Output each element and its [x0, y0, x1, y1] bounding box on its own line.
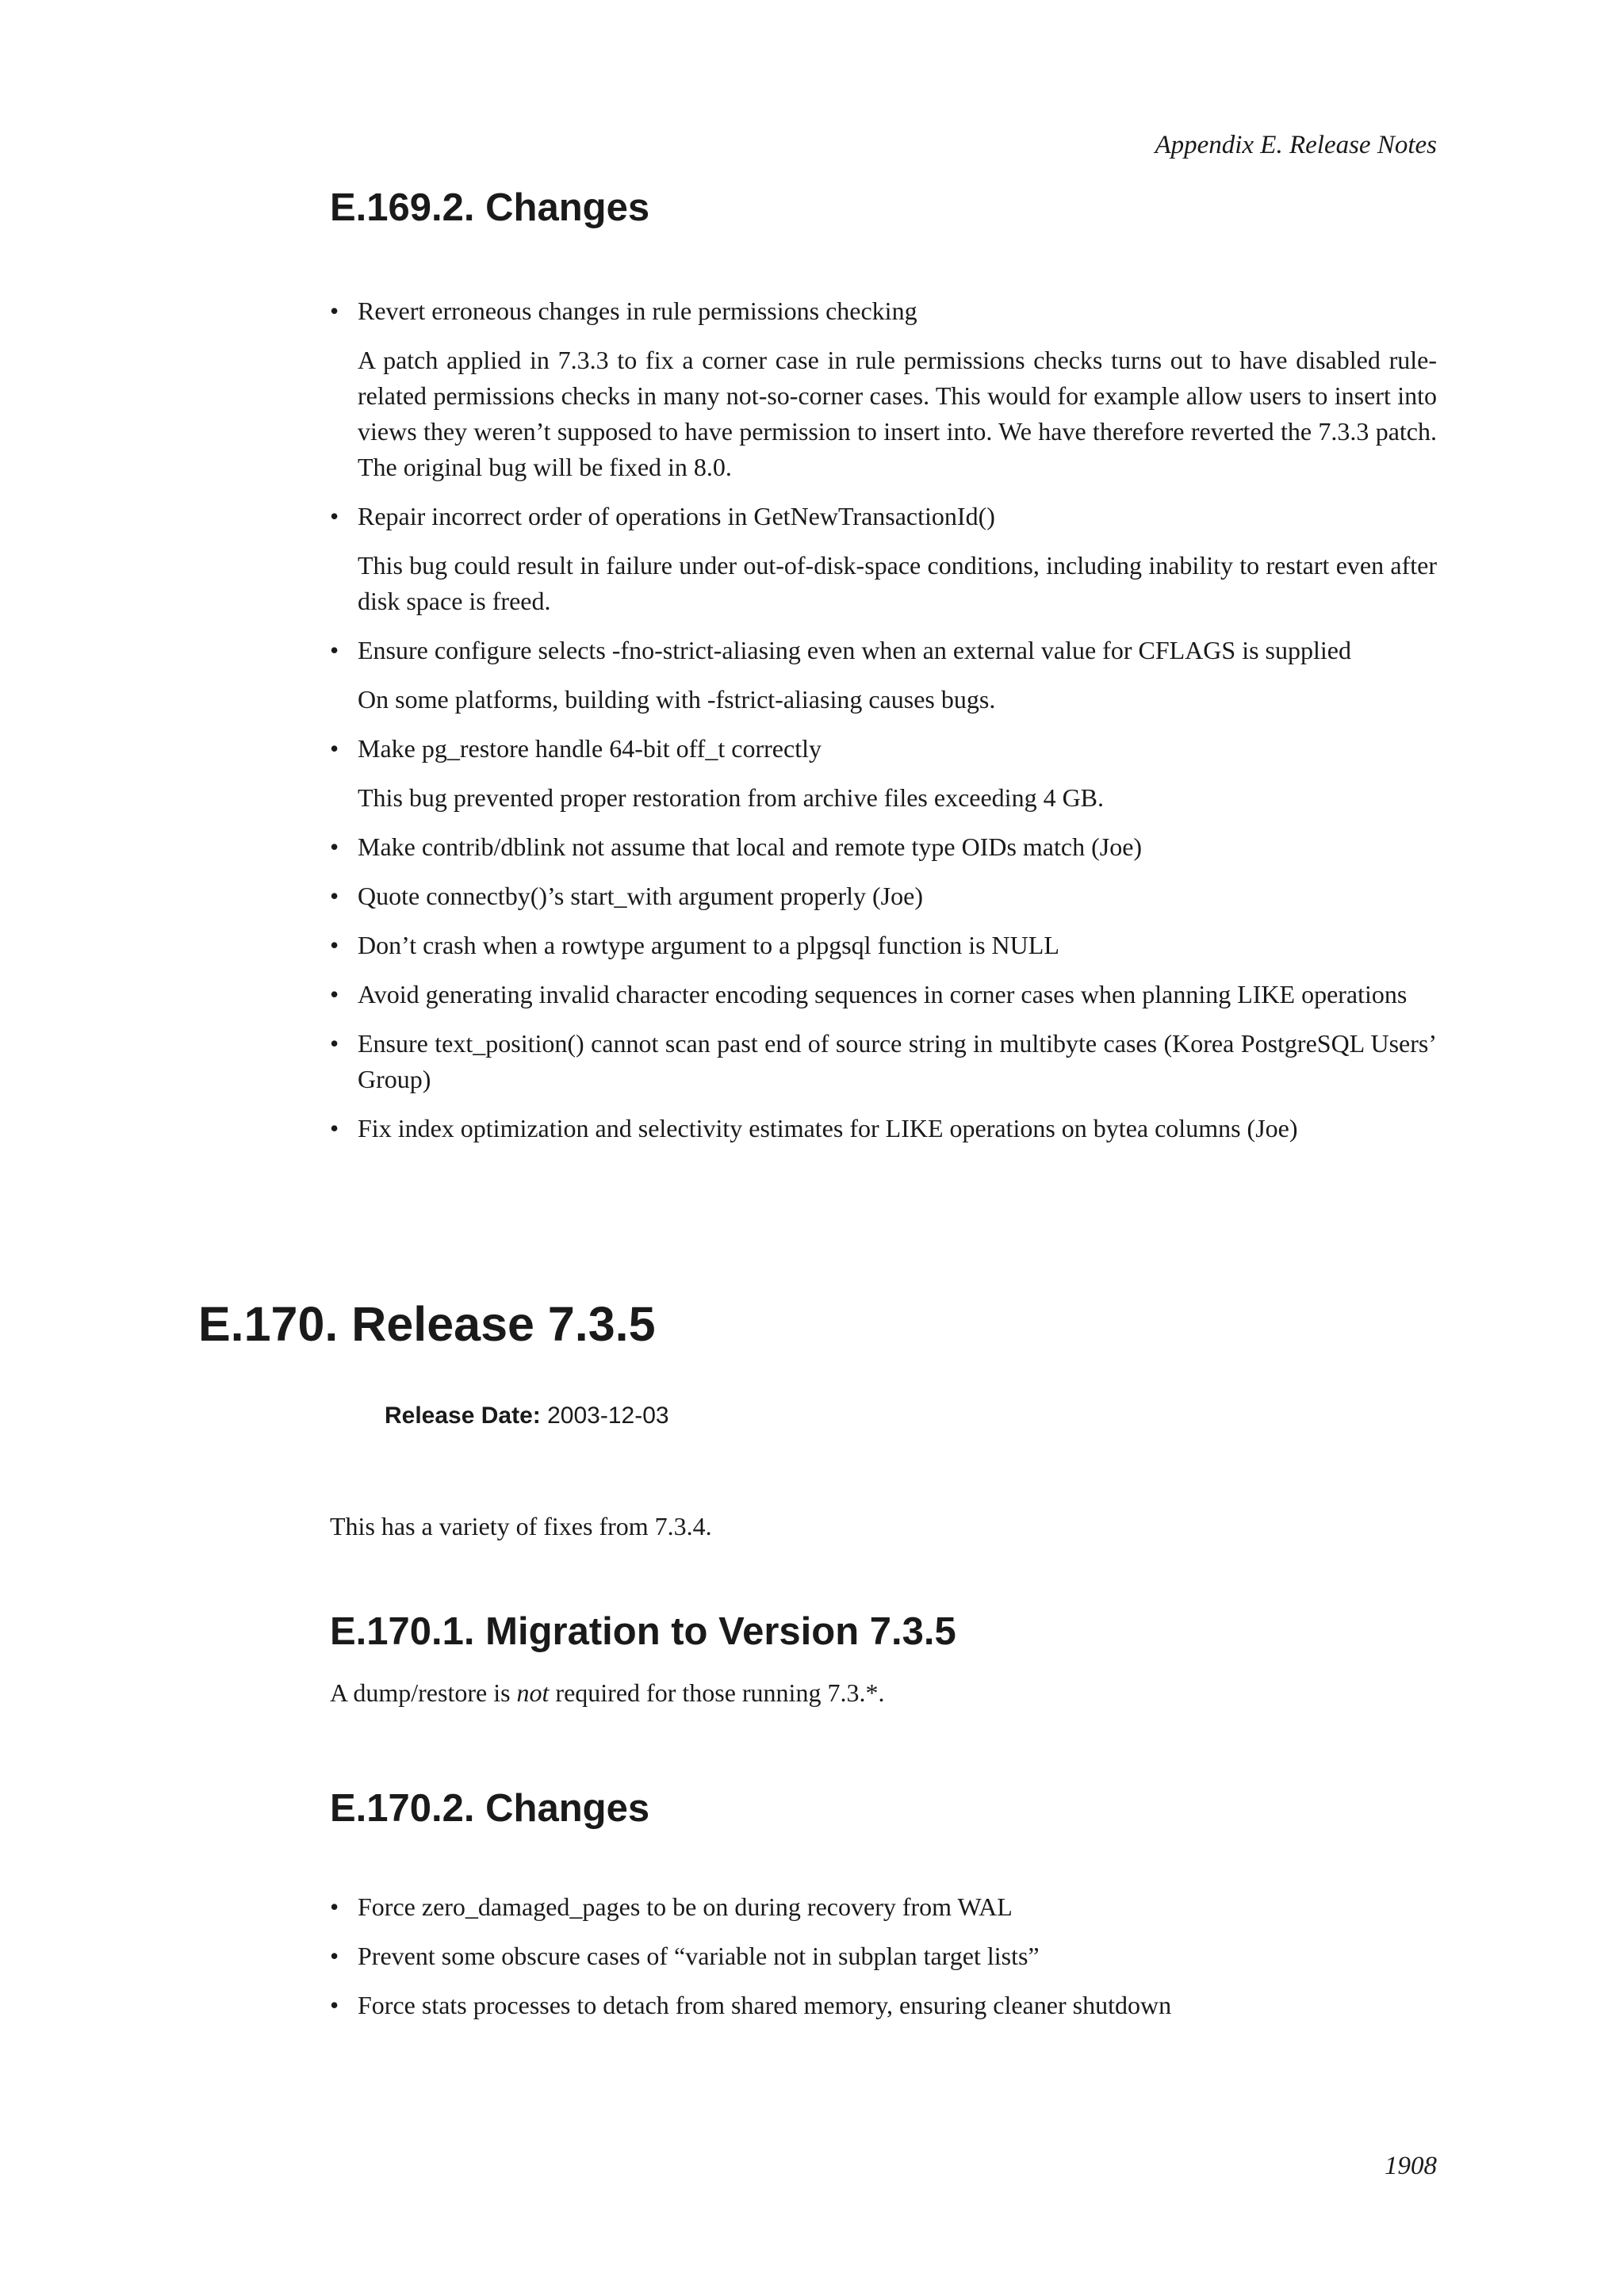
section-title-e170-2: E.170.2. Changes: [330, 1787, 650, 1830]
item-title: Prevent some obscure cases of “variable not in subplan target lists”: [358, 1942, 1040, 1970]
bullet-icon: •: [330, 931, 339, 959]
bullet-icon: •: [330, 882, 339, 910]
item-title: Ensure configure selects -fno-strict-aliasing even when an external value for CFLAGS is supplied: [358, 636, 1351, 664]
item-title: Repair incorrect order of operations in GetNewTransactionId(): [358, 502, 995, 530]
item-detail: On some platforms, building with -fstrict-aliasing causes bugs.: [358, 685, 996, 714]
item-title: Don’t crash when a rowtype argument to a plpgsql function is NULL: [358, 931, 1059, 959]
running-header: Appendix E. Release Notes: [1155, 131, 1437, 159]
item-title: Force stats processes to detach from shared memory, ensuring cleaner shutdown: [358, 1991, 1172, 2019]
section-title-e170-1: E.170.1. Migration to Version 7.3.5: [330, 1610, 956, 1653]
list-item: [330, 1988, 1437, 2023]
changes-list-e169-2: [330, 293, 1437, 1160]
migration-text-emphasis: not: [516, 1678, 550, 1707]
release-date: [385, 1400, 669, 1432]
list-item: [330, 499, 1437, 619]
list-item: [330, 1026, 1437, 1097]
list-item: [330, 293, 1437, 485]
item-title: Make contrib/dblink not assume that local and remote type OIDs match (Joe): [358, 832, 1143, 861]
page-number: 1908: [1385, 2152, 1437, 2180]
bullet-icon: •: [330, 636, 339, 664]
list-item: [330, 1938, 1437, 1974]
migration-text: [330, 1675, 1437, 1711]
list-item: [330, 977, 1437, 1012]
bullet-icon: •: [330, 1991, 339, 2019]
list-item: [330, 829, 1437, 865]
item-title: Quote connectby()’s start_with argument properly (Joe): [358, 882, 923, 910]
migration-text-before: A dump/restore is: [330, 1678, 517, 1707]
item-title: Avoid generating invalid character encoding sequences in corner cases when planning LIKE operations: [358, 980, 1408, 1008]
bullet-icon: •: [330, 1892, 339, 1921]
item-detail: A patch applied in 7.3.3 to fix a corner case in rule permissions checks turns out to have disabled rule-related permissions checks in many not-so-corner cases. This would for example allow users to insert into views they weren’t supposed to have permission to insert into. We have therefore reverted the 7.3.3 patch. The original bug will be fixed in 8.0.: [358, 346, 1437, 481]
bullet-icon: •: [330, 832, 339, 861]
bullet-icon: •: [330, 1114, 339, 1142]
chapter-title-e170: E.170. Release 7.3.5: [198, 1297, 656, 1351]
release-intro: This has a variety of fixes from 7.3.4.: [330, 1512, 712, 1540]
item-title: Ensure text_position() cannot scan past end of source string in multibyte cases (Korea PostgreSQL Users’ Group): [358, 1029, 1437, 1093]
item-title: Force zero_damaged_pages to be on during recovery from WAL: [358, 1892, 1013, 1921]
item-detail: This bug could result in failure under out-of-disk-space conditions, including inability to restart even after disk space is freed.: [358, 551, 1437, 615]
bullet-icon: •: [330, 980, 339, 1008]
item-title: Revert erroneous changes in rule permissions checking: [358, 297, 917, 325]
bullet-icon: •: [330, 502, 339, 530]
item-title: Make pg_restore handle 64-bit off_t correctly: [358, 734, 822, 763]
list-item: [330, 878, 1437, 914]
item-title: Fix index optimization and selectivity estimates for LIKE operations on bytea columns (Joe): [358, 1114, 1298, 1142]
list-item: [330, 1889, 1437, 1925]
release-date-label: Release Date:: [385, 1402, 541, 1429]
release-date-value: 2003-12-03: [547, 1402, 669, 1429]
bullet-icon: •: [330, 297, 339, 325]
bullet-icon: •: [330, 1942, 339, 1970]
bullet-icon: •: [330, 1029, 339, 1058]
list-item: [330, 633, 1437, 718]
section-title-e169-2: E.169.2. Changes: [330, 186, 650, 229]
changes-list-e170-2: [330, 1889, 1437, 2037]
list-item: [330, 731, 1437, 816]
item-detail: This bug prevented proper restoration from archive files exceeding 4 GB.: [358, 783, 1105, 812]
bullet-icon: •: [330, 734, 339, 763]
list-item: [330, 928, 1437, 963]
migration-text-after: required for those running 7.3.*.: [549, 1678, 885, 1707]
list-item: [330, 1111, 1437, 1146]
